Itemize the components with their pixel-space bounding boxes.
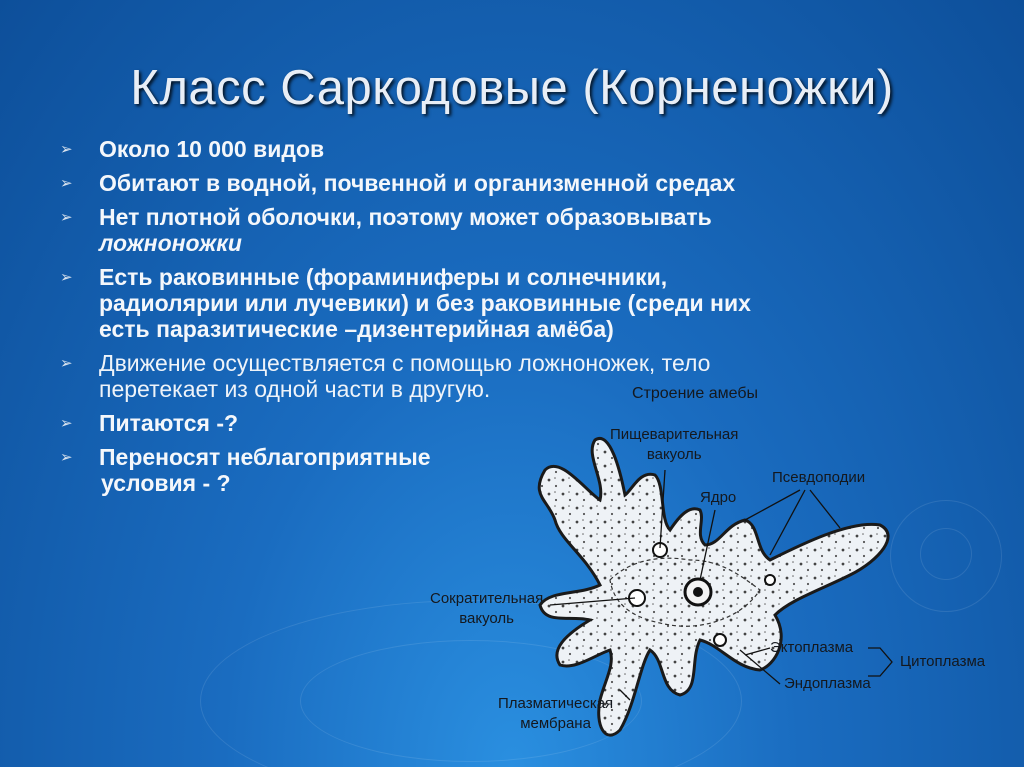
label-line: Пищеварительная <box>610 426 739 443</box>
arrow-bullet-icon: ➢ <box>60 449 73 466</box>
bullet-text: Обитают в водной, почвенной и организменной средах <box>99 170 736 196</box>
membrane-label <box>498 694 613 734</box>
bullet-text: условия - ? <box>101 470 231 496</box>
nucleus-label: Ядро <box>700 489 737 506</box>
label-line: мембрана <box>520 715 591 732</box>
arrow-bullet-icon: ➢ <box>60 355 73 372</box>
cytoplasm-label: Цитоплазма <box>900 653 986 670</box>
figure-title: Строение амебы <box>632 385 758 402</box>
ectoplasm-label: Эктоплазма <box>770 639 854 656</box>
arrow-bullet-icon: ➢ <box>60 209 73 226</box>
bullet-text: перетекает из одной части в другую. <box>99 376 491 402</box>
arrow-bullet-icon: ➢ <box>60 269 73 286</box>
slide-title: Класс Саркодовые (Корненожки) <box>130 61 894 115</box>
pseudopodia-label: Псевдоподии <box>772 469 866 486</box>
label-line: вакуоль <box>459 610 514 627</box>
bullet-text: радиолярии или лучевики) и без раковинные (среди них <box>99 290 751 316</box>
digestive-vacuole-label <box>610 425 738 465</box>
bullet-emphasis: ложноножки <box>99 230 242 256</box>
bullet-text: Движение осуществляется с помощью ложноножек, тело <box>99 350 711 376</box>
bullet-text: Около 10 000 видов <box>99 136 325 162</box>
bullet-text: Питаются -? <box>99 410 239 436</box>
label-line: Плазматическая <box>498 695 614 712</box>
endoplasm-label: Эндоплазма <box>784 675 871 692</box>
bullet-text: Переносят неблагоприятные <box>99 444 431 470</box>
label-line: Сократительная <box>430 590 544 607</box>
bullet-text: Есть раковинные (фораминиферы и солнечники, <box>99 264 668 290</box>
bullet-text: есть паразитические –дизентерийная амёба) <box>99 316 614 342</box>
contractile-vacuole-label <box>430 589 543 629</box>
bullet-text: Нет плотной оболочки, поэтому может образовывать <box>99 204 712 230</box>
arrow-bullet-icon: ➢ <box>60 175 73 192</box>
label-line: вакуоль <box>646 446 702 463</box>
arrow-bullet-icon: ➢ <box>60 415 73 432</box>
arrow-bullet-icon: ➢ <box>60 141 73 158</box>
